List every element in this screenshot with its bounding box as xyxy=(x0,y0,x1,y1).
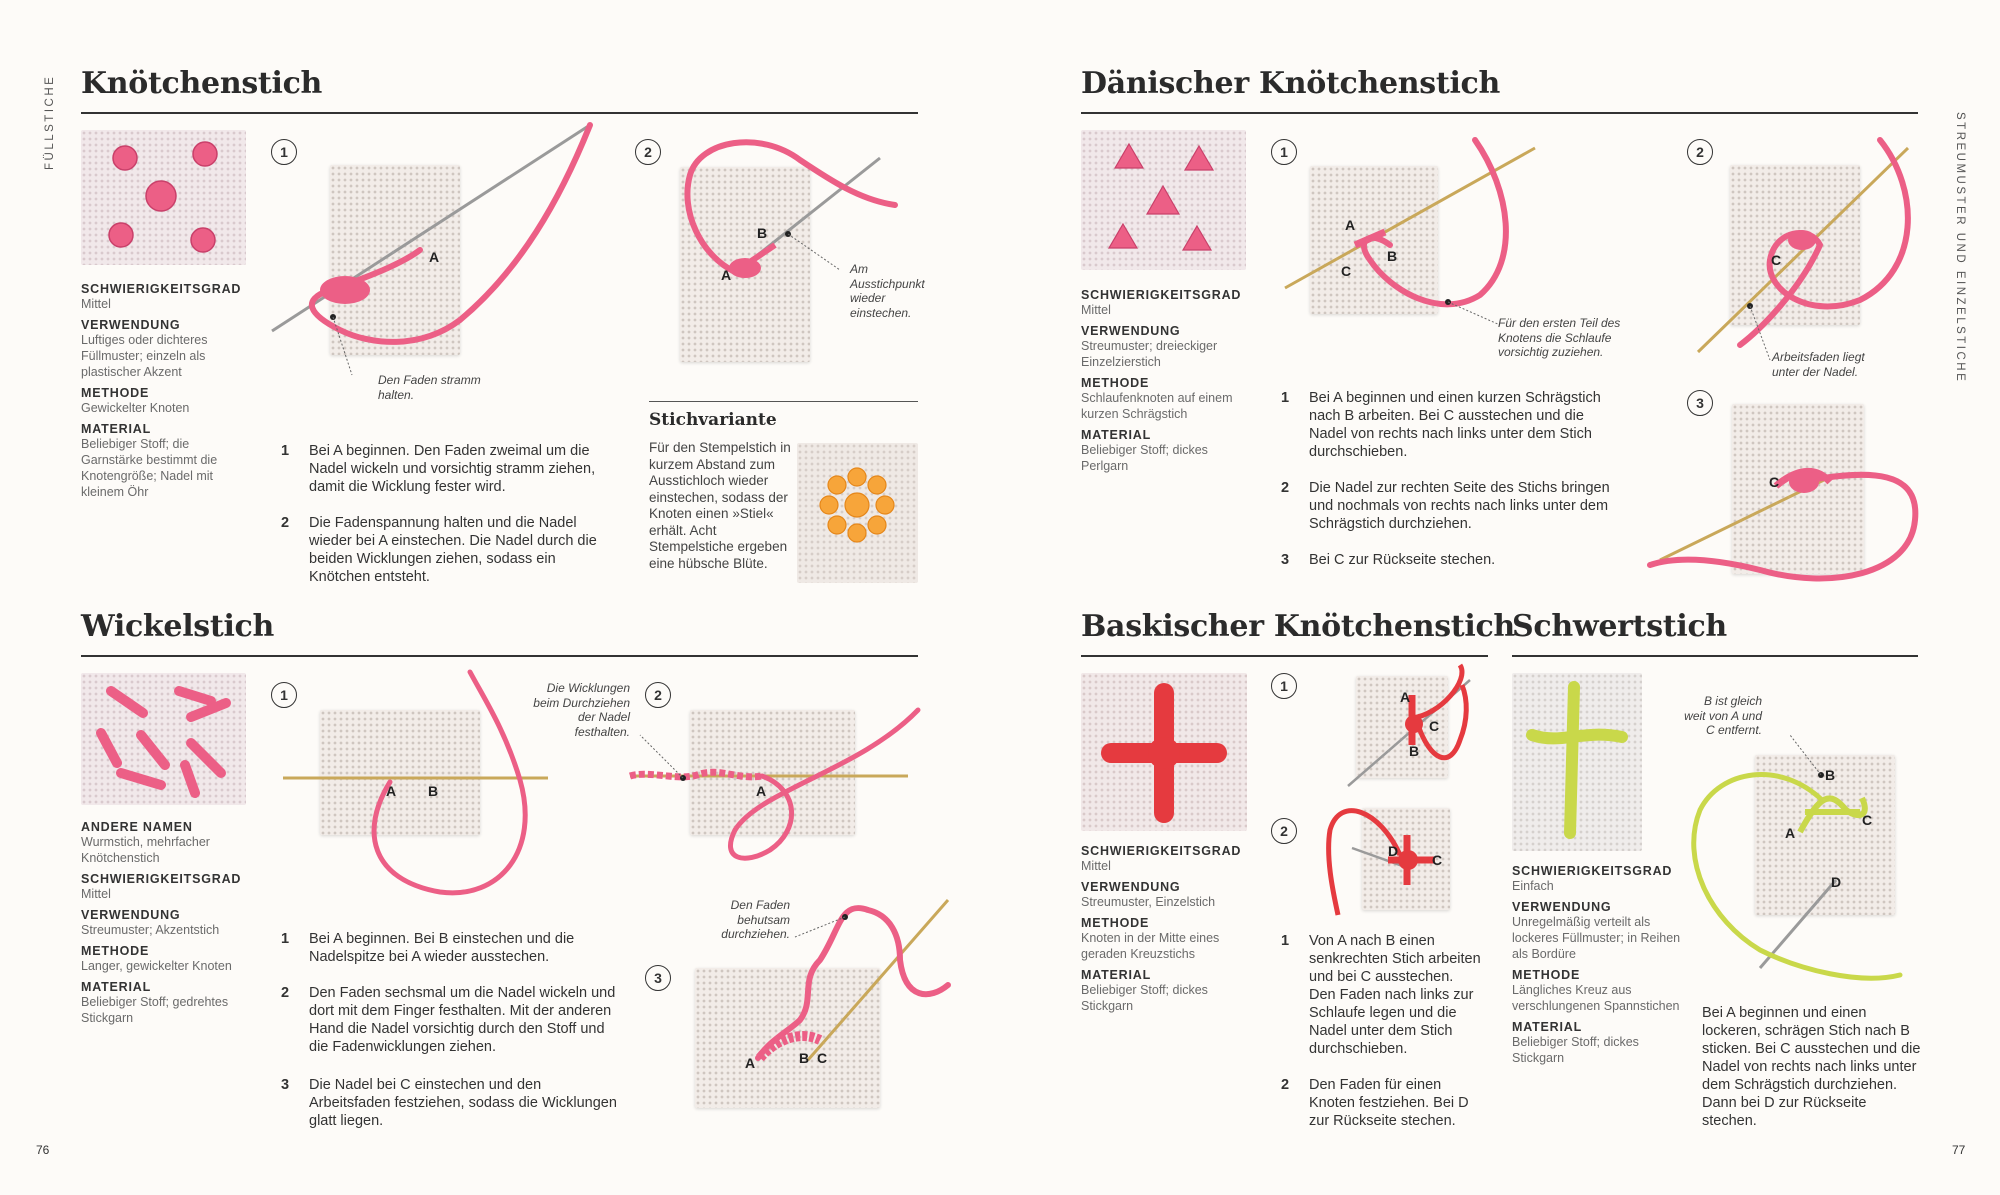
step-text: Bei A beginnen. Den Faden zweimal um die Nadel wickeln und vorsichtig stramm ziehen, damit die Wicklung fester wird. xyxy=(309,443,596,495)
point-label: B xyxy=(1409,743,1420,759)
info-value: Mittel xyxy=(81,297,111,311)
step-marker: 1 xyxy=(1271,673,1297,699)
info-label: METHODE xyxy=(81,944,150,958)
point-label: B xyxy=(1825,767,1836,783)
info-value: Mittel xyxy=(1081,303,1111,317)
info-value: Mittel xyxy=(1081,859,1111,873)
step-number: 1 xyxy=(1281,390,1290,406)
info-value: Einfach xyxy=(1512,879,1554,893)
step-marker: 1 xyxy=(271,682,297,708)
info-value: Schlaufenknoten auf einem kurzen Schrägstich xyxy=(1081,391,1233,421)
section-title: Dänischer Knötchenstich xyxy=(1081,66,1501,101)
info-value: Beliebiger Stoff; dickes Stickgarn xyxy=(1512,1035,1639,1065)
info-label: METHODE xyxy=(81,386,150,400)
step-marker: 2 xyxy=(645,682,671,708)
diagram-note: B ist gleich weit von A und C entfernt. xyxy=(1684,694,1762,737)
point-label: C xyxy=(817,1050,828,1066)
info-value: Beliebiger Stoff; dickes Stickgarn xyxy=(1081,983,1208,1013)
side-caption-right: STREUMUSTER UND EINZELSTICHE xyxy=(1954,112,1966,384)
info-value: Beliebiger Stoff; dickes Perlgarn xyxy=(1081,443,1208,473)
step-marker: 1 xyxy=(1271,139,1297,165)
point-label: A xyxy=(1400,689,1411,705)
section-title: Baskischer Knötchenstich xyxy=(1081,609,1515,644)
step-number: 2 xyxy=(281,515,290,531)
step-marker: 2 xyxy=(635,139,661,165)
point-label: B xyxy=(428,783,439,799)
info-label: VERWENDUNG xyxy=(81,908,181,922)
info-label: MATERIAL xyxy=(1512,1020,1583,1034)
info-value: Knoten in der Mitte eines geraden Kreuzstichs xyxy=(1081,931,1220,961)
step-number: 2 xyxy=(281,985,290,1001)
step-number: 3 xyxy=(1281,552,1290,568)
step-text: Die Fadenspannung halten und die Nadel wieder bei A einstechen. Die Nadel durch die beiden Wicklungen ziehen, sodass ein Knötchen entsteht. xyxy=(309,515,597,585)
info-value: Langer, gewickelter Knoten xyxy=(81,959,232,973)
section-title: Knötchenstich xyxy=(81,66,323,101)
diagram-note: Arbeitsfaden liegt unter der Nadel. xyxy=(1772,350,1865,379)
info-label: METHODE xyxy=(1081,916,1150,930)
point-label: B xyxy=(1387,248,1398,264)
step-number: 1 xyxy=(281,443,290,459)
step-number: 2 xyxy=(1281,480,1290,496)
info-value: Streumuster; dreieckiger Einzelzierstich xyxy=(1081,339,1218,369)
info-label: SCHWIERIGKEITSGRAD xyxy=(81,872,242,886)
step-text: Den Faden für einen Knoten festziehen. Bei D zur Rückseite stechen. xyxy=(1309,1077,1469,1129)
info-value: Gewickelter Knoten xyxy=(81,401,190,415)
page-number-right: 77 xyxy=(1952,1143,1966,1157)
info-value: Streumuster, Einzelstich xyxy=(1081,895,1216,909)
section-title: Wickelstich xyxy=(81,609,275,644)
point-label: A xyxy=(1785,825,1796,841)
point-label: A xyxy=(756,783,767,799)
point-label: C xyxy=(1771,252,1782,268)
section-title: Schwertstich xyxy=(1512,609,1727,644)
step-number: 3 xyxy=(281,1077,290,1093)
step-marker: 1 xyxy=(271,139,297,165)
point-label: B xyxy=(799,1050,810,1066)
info-label: MATERIAL xyxy=(1081,968,1152,982)
step-text: Den Faden sechsmal um die Nadel wickeln und dort mit dem Finger festhalten. Mit der anderen Hand die Nadel vorsichtig durch den Stoff und die Fadenwicklungen ziehen. xyxy=(309,985,616,1055)
info-value: Unregelmäßig verteilt als lockeres Füllmuster; in Reihen als Bordüre xyxy=(1512,915,1681,961)
step-text: Bei A beginnen und einen kurzen Schrägstich nach B arbeiten. Bei C ausstechen und die Nadel von rechts nach links unter dem Stich durchschieben. xyxy=(1309,390,1601,460)
step-marker: 3 xyxy=(645,965,671,991)
point-label: C xyxy=(1429,718,1440,734)
point-label: C xyxy=(1341,263,1352,279)
info-label: SCHWIERIGKEITSGRAD xyxy=(1081,844,1242,858)
info-label: VERWENDUNG xyxy=(81,318,181,332)
info-value: Beliebiger Stoff; gedrehtes Stickgarn xyxy=(81,995,229,1025)
info-label: SCHWIERIGKEITSGRAD xyxy=(1081,288,1242,302)
info-label: MATERIAL xyxy=(81,980,152,994)
point-label: D xyxy=(1388,843,1399,859)
info-label: MATERIAL xyxy=(81,422,152,436)
variant-text: Für den Stempelstich in kurzem Abstand zum Ausstichloch wieder einstechen, sodass der Knoten einen »Stiel« erhält. Acht Stempelstiche ergeben eine hübsche Blüte. xyxy=(649,440,791,571)
point-label: A xyxy=(429,249,440,265)
diagram-note: Für den ersten Teil des Knotens die Schlaufe vorsichtig zuziehen. xyxy=(1498,316,1621,359)
step-marker: 2 xyxy=(1271,818,1297,844)
page-number-left: 76 xyxy=(36,1143,50,1157)
step-number: 2 xyxy=(1281,1077,1290,1093)
diagram-note: Am Ausstichpunkt wieder einstechen. xyxy=(850,262,925,320)
info-value: Beliebiger Stoff; die Garnstärke bestimmt die Knotengröße; Nadel mit kleinem Öhr xyxy=(81,437,218,499)
diagram-note: Den Faden behutsam durchziehen. xyxy=(721,898,790,941)
info-value: Streumuster; Akzentstich xyxy=(81,923,220,937)
info-label: SCHWIERIGKEITSGRAD xyxy=(81,282,242,296)
step-marker: 2 xyxy=(1687,139,1713,165)
info-label: VERWENDUNG xyxy=(1081,324,1181,338)
variant-title: Stichvariante xyxy=(649,410,777,430)
point-label: D xyxy=(1831,874,1842,890)
point-label: A xyxy=(721,267,732,283)
diagram-note: Den Faden stramm halten. xyxy=(378,373,481,402)
point-label: C xyxy=(1432,852,1443,868)
info-label: METHODE xyxy=(1512,968,1581,982)
step-text: Von A nach B einen senkrechten Stich arbeiten und bei C ausstechen. Den Faden nach links zur Schlaufe legen und die Nadel unter dem Stich durchschieben. xyxy=(1309,933,1481,1057)
point-label: C xyxy=(1862,812,1873,828)
step-text: Die Nadel zur rechten Seite des Stichs bringen und nochmals von rechts nach links unter dem Schrägstich durchziehen. xyxy=(1309,480,1610,532)
step-number: 1 xyxy=(281,931,290,947)
info-value: Wurmstich, mehrfacher Knötchenstich xyxy=(81,835,210,865)
info-label: METHODE xyxy=(1081,376,1150,390)
point-label: A xyxy=(386,783,397,799)
point-label: C xyxy=(1769,474,1780,490)
point-label: B xyxy=(757,225,768,241)
step-text: Die Nadel bei C einstechen und den Arbeitsfaden festziehen, sodass die Wicklungen glatt liegen. xyxy=(309,1077,617,1129)
info-label: VERWENDUNG xyxy=(1081,880,1181,894)
step-text: Bei C zur Rückseite stechen. xyxy=(1309,552,1496,568)
step-text: Bei A beginnen. Bei B einstechen und die Nadelspitze bei A wieder ausstechen. xyxy=(309,931,575,965)
info-label: VERWENDUNG xyxy=(1512,900,1612,914)
info-label: ANDERE NAMEN xyxy=(81,820,193,834)
step-number: 1 xyxy=(1281,933,1290,949)
side-caption-left: FÜLLSTICHE xyxy=(44,74,56,170)
step-marker: 3 xyxy=(1687,390,1713,416)
instruction-text: Bei A beginnen und einen lockeren, schrägen Stich nach B sticken. Bei C ausstechen und die Nadel von rechts nach links unter dem Schrägstich durchziehen. Dann bei D zur Rückseite stechen. xyxy=(1702,1005,1921,1129)
diagram-note: Die Wicklungen beim Durchziehen der Nadel festhalten. xyxy=(533,681,630,739)
info-label: SCHWIERIGKEITSGRAD xyxy=(1512,864,1673,878)
info-value: Mittel xyxy=(81,887,111,901)
point-label: A xyxy=(745,1055,756,1071)
info-value: Luftiges oder dichteres Füllmuster; einzeln als plastischer Akzent xyxy=(81,333,208,379)
info-label: MATERIAL xyxy=(1081,428,1152,442)
info-value: Längliches Kreuz aus verschlungenen Spannstichen xyxy=(1512,983,1680,1013)
point-label: A xyxy=(1345,217,1356,233)
